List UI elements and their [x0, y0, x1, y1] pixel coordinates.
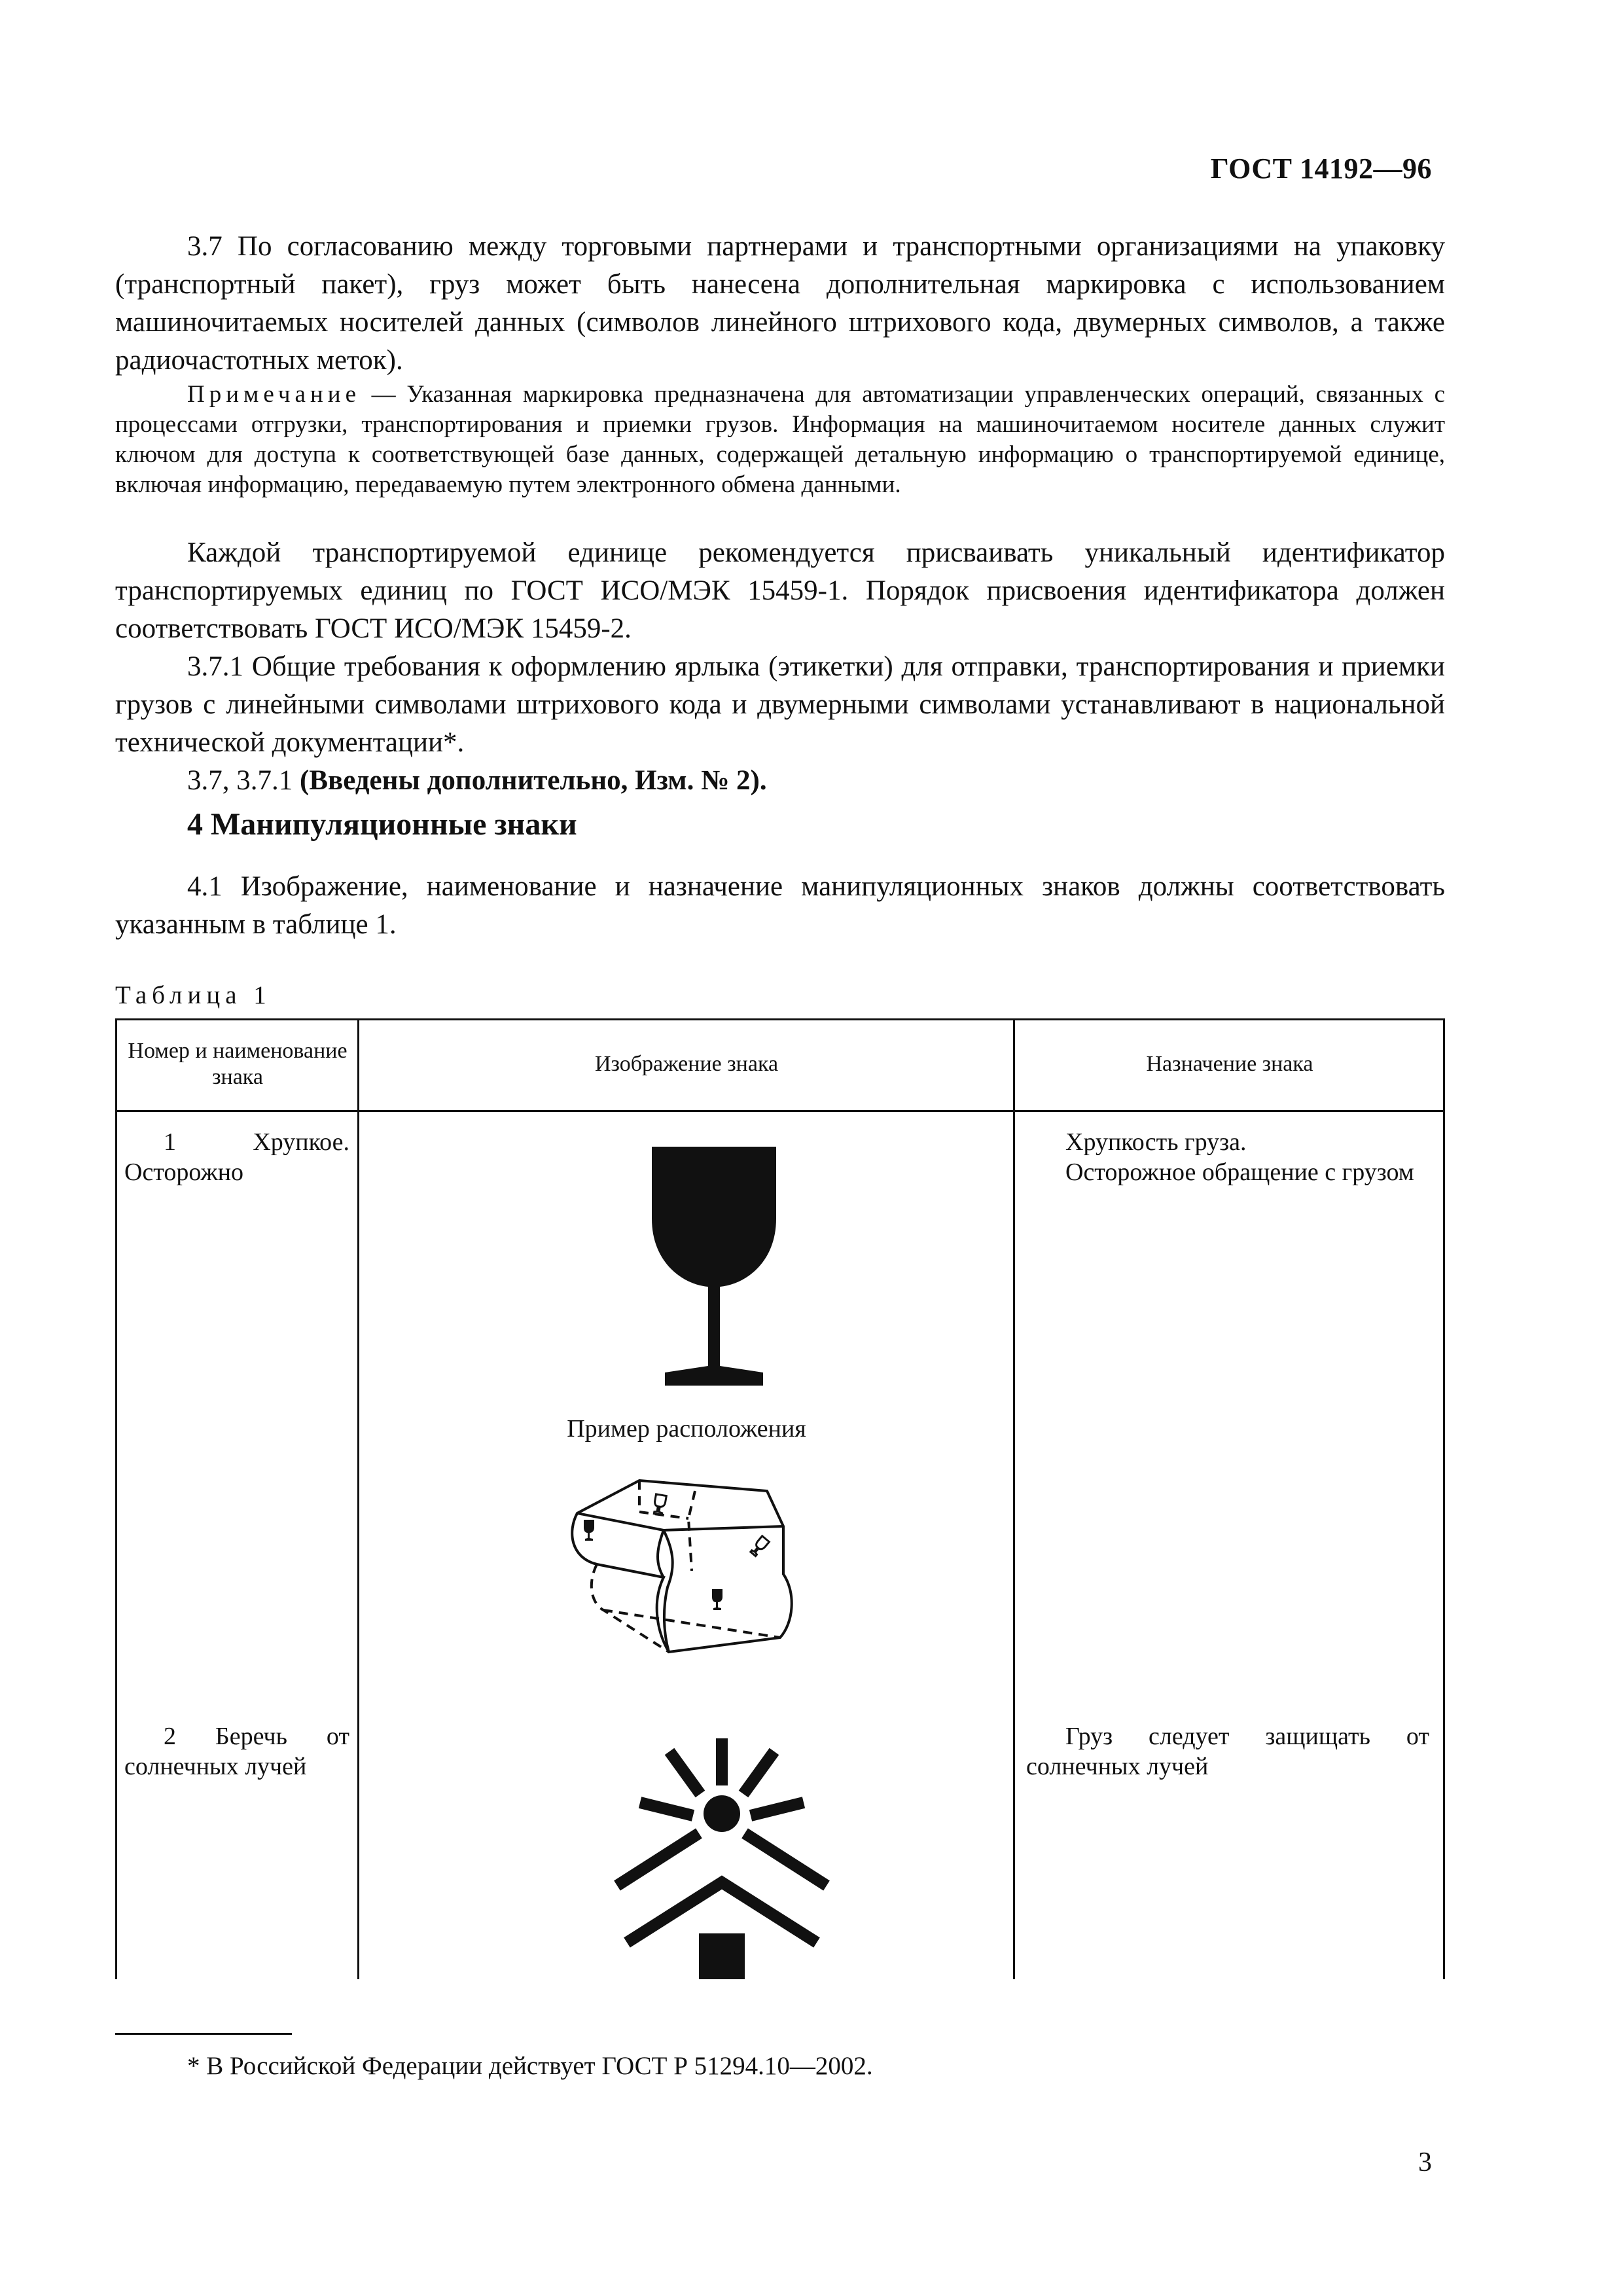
- paragraph-3-7: [115, 228, 1445, 380]
- fragile-box-example-icon: [558, 1473, 819, 1656]
- paragraph-3-7-text: 3.7 По согласованию между торговыми партнерами и транспортными организациями на упаковку (транспортный пакет), груз может быть нанесена дополнительная маркировка с использованием машиночитаемых носителей данных (символов линейного штрихового кода, двумерных символов, а также радиочастотных меток).: [115, 231, 1445, 376]
- header-sign-image: Изображение знака: [594, 1052, 779, 1076]
- example-label: [361, 1414, 1012, 1444]
- paragraph-identifier-text: Каждой транспортируемой единице рекомендуется присваивать уникальный идентификатор транспортируемых единиц по ГОСТ ИСО/МЭК 15459-1. Порядок присвоения идентификатора должен соответствовать ГОСТ ИСО/МЭК 15459-2.: [115, 537, 1445, 644]
- table-right-border: [1443, 1018, 1445, 1979]
- table-header-border: [115, 1110, 1445, 1112]
- amendment-line: [115, 762, 1445, 800]
- signs-table: [115, 1018, 1445, 1979]
- amendment-ref: 3.7, 3.7.1: [187, 765, 300, 796]
- row-1-name-text: 1 Хрупкое. Осторожно: [124, 1128, 349, 1186]
- paragraph-3-7-1-text: 3.7.1 Общие требования к оформлению ярлыка (этикетки) для отправки, транспортирования и приемки грузов с линейными символами штрихового кода и двумерными символами устанавливают в национальной технической документации*.: [115, 651, 1445, 758]
- table-caption: Таблица 1: [115, 981, 272, 1009]
- row-1-purpose-1: Хрупкость груза.: [1065, 1128, 1247, 1156]
- amendment-text: (Введены дополнительно, Изм. № 2).: [300, 765, 767, 796]
- header-sign-name: Номер и наименование знака: [128, 1039, 348, 1089]
- row-1-purpose-2: Осторожное обращение с грузом: [1065, 1158, 1414, 1186]
- table-col-divider-2: [1013, 1018, 1015, 1979]
- note-block: [115, 380, 1445, 500]
- note-text: — Указанная маркировка предназначена для автоматизации управленческих операций, связанных с процессами отгрузки, транспортирования и приемки грузов. Информация на машиночитаемом носителе данных служит ключом для доступа к соответствующей базе данных, содержащей детальную информацию о транспортируемой единице, включая информацию, передаваемую путем электронного обмена данными.: [115, 381, 1445, 498]
- row-2-name-text: 2 Беречь от солнечных лучей: [124, 1723, 349, 1780]
- header-sign-purpose: Назначение знака: [1146, 1052, 1313, 1076]
- paragraph-identifier: [115, 534, 1445, 800]
- table-left-border: [115, 1018, 117, 1979]
- note-paragraph: [115, 380, 1445, 500]
- document-code: ГОСТ 14192—96: [1210, 152, 1432, 185]
- keep-away-from-sunlight-icon: [607, 1738, 836, 1979]
- row-2-purpose: [1026, 1721, 1429, 1782]
- row-2-purpose-1: Груз следует защищать от солнечных лучей: [1026, 1723, 1429, 1780]
- row-1-name: [124, 1127, 349, 1187]
- paragraph-4-1-text: 4.1 Изображение, наименование и назначение манипуляционных знаков должны соответствовать указанным в таблице 1.: [115, 871, 1445, 940]
- table-col-divider-1: [357, 1018, 359, 1979]
- row-2-name: [124, 1721, 349, 1782]
- fragile-glass-icon: [639, 1147, 802, 1395]
- section-4-heading: 4 Манипуляционные знаки: [187, 807, 577, 842]
- paragraph-4-1: [115, 868, 1445, 944]
- row-1-purpose: [1026, 1127, 1429, 1187]
- footnote-rule: [115, 2033, 292, 2035]
- footnote: * В Российской Федерации действует ГОСТ Р 51294.10—2002.: [187, 2052, 873, 2080]
- note-label: Примечание: [187, 381, 361, 408]
- example-label-text: Пример расположения: [567, 1415, 806, 1443]
- page-number: 3: [1418, 2147, 1432, 2178]
